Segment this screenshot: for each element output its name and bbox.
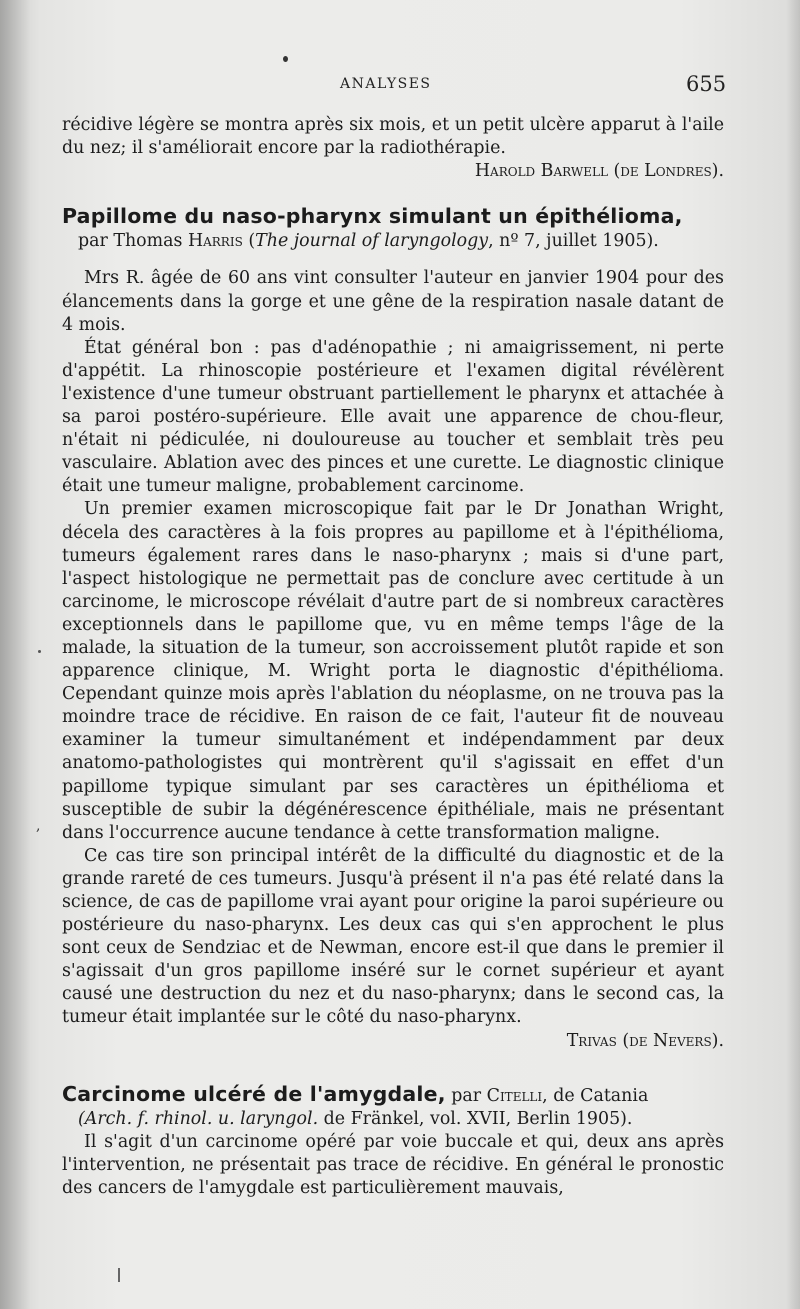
article-2-author: Citelli (486, 1085, 543, 1106)
article-1-heading (62, 205, 724, 253)
article-1-journal: The journal of laryngology (255, 231, 489, 252)
scan-right-shadow (786, 0, 800, 1309)
margin-tick (118, 1268, 120, 1282)
scan-left-shadow (0, 0, 30, 1309)
article-1-title: Papillome du naso-pharynx simulant un épithélioma, (62, 204, 683, 229)
article-2-title: Carcinome ulcéré de l'amygdale, (62, 1081, 446, 1106)
article-1-signature: Trivas (de Nevers). (566, 1030, 724, 1051)
running-title: ANALYSES (340, 76, 432, 92)
page-body (62, 114, 724, 1200)
page-header (0, 70, 800, 100)
article-2-reference: (Arch. f. rhinol. u. laryngol. de Fränkel, vol. XVII, Berlin 1905). (78, 1108, 633, 1129)
intro-signature: Harold Barwell (de Londres). (474, 161, 724, 182)
intro-paragraph: récidive légère se montra après six mois, et un petit ulcère apparut à l'aile du nez; il s'améliorait encore par la radiothérapie. (62, 115, 724, 159)
margin-dot (38, 650, 41, 653)
margin-mark: , (36, 818, 41, 834)
article-1-paragraph-1: Mrs R. âgée de 60 ans vint consulter l'auteur en janvier 1904 pour des élancements dans la gorge et une gêne de la respiration nasale datant de 4 mois. (62, 268, 724, 335)
ink-dot (283, 56, 288, 62)
article-1-paragraph-3: Un premier examen microscopique fait par le Dr Jonathan Wright, décela des caractères à la fois propres au papillome et à l'épithélioma, tumeurs également rares dans le naso-pharynx ; mais si d'une part, l'aspect histologique ne permettait pas de conclure avec certitude à un carcinome, le microscope révélait d'autre part de si nombreux caractères exceptionnels dans le papillome que, vu en même temps l'âge de la malade, la situation de la tumeur, son accroissement plutôt rapide et son apparence clinique, M. Wright porta le diagnostic d'épithélioma. Cependant quinze mois après l'ablation du néoplasme, on ne trouva pas la moindre trace de récidive. En raison de ce fait, l'auteur fit de nouveau examiner la tumeur simultanément et indépendamment par deux anatomo-pathologistes qui montrèrent qu'il s'agissait en effet d'un papillome typique simulant par ses caractères un épithélioma et susceptible de subir la dégénérescence épithéliale, mais ne présentant dans l'occurrence aucune tendance à cette transformation maligne. (62, 499, 724, 843)
article-1-author: Harris (187, 231, 243, 252)
article-2-paragraph: Il s'agit d'un carcinome opéré par voie buccale et qui, deux ans après l'intervention, ne présentait pas trace de récidive. En général le pronostic des cancers de l'amygdale est particulièrement mauvais, (62, 1131, 724, 1199)
article-1-paragraph-4: Ce cas tire son principal intérêt de la difficulté du diagnostic et de la grande rareté de ces tumeurs. Jusqu'à présent il n'a pas été relaté dans la science, de cas de papillome vrai ayant pour origine la paroi supérieure ou postérieure du naso-pharynx. Les deux cas qui s'en approchent le plus sont ceux de Sendziac et de Newman, encore est-il que dans le premier il s'agissait d'un gros papillome inséré sur le cornet supérieur et ayant causé une destruction du nez et du naso-pharynx; dans le second cas, la tumeur était implantée sur le côté du naso-pharynx. (62, 845, 724, 1028)
article-2-journal: (Arch. f. rhinol. u. laryngol. (78, 1108, 319, 1129)
article-2-heading: Carcinome ulcéré de l'amygdale, par Citelli, de Catania (62, 1081, 649, 1106)
page-number: 655 (686, 72, 727, 96)
article-1-paragraph-2: État général bon : pas d'adénopathie ; ni amaigrissement, ni perte d'appétit. La rhinoscopie postérieure et l'examen digital révélèrent l'existence d'une tumeur obstruant partiellement le pharynx et attachée à sa paroi postéro-supérieure. Elle avait une apparence de chou-fleur, n'était ni pédiculée, ni douloureuse au toucher et semblait très peu vasculaire. Ablation avec des pinces et une curette. Le diagnostic clinique était une tumeur maligne, probablement carcinome. (62, 337, 724, 497)
article-1-reference: par Thomas Harris (The journal of laryngology, nº 7, juillet 1905). (78, 231, 659, 252)
